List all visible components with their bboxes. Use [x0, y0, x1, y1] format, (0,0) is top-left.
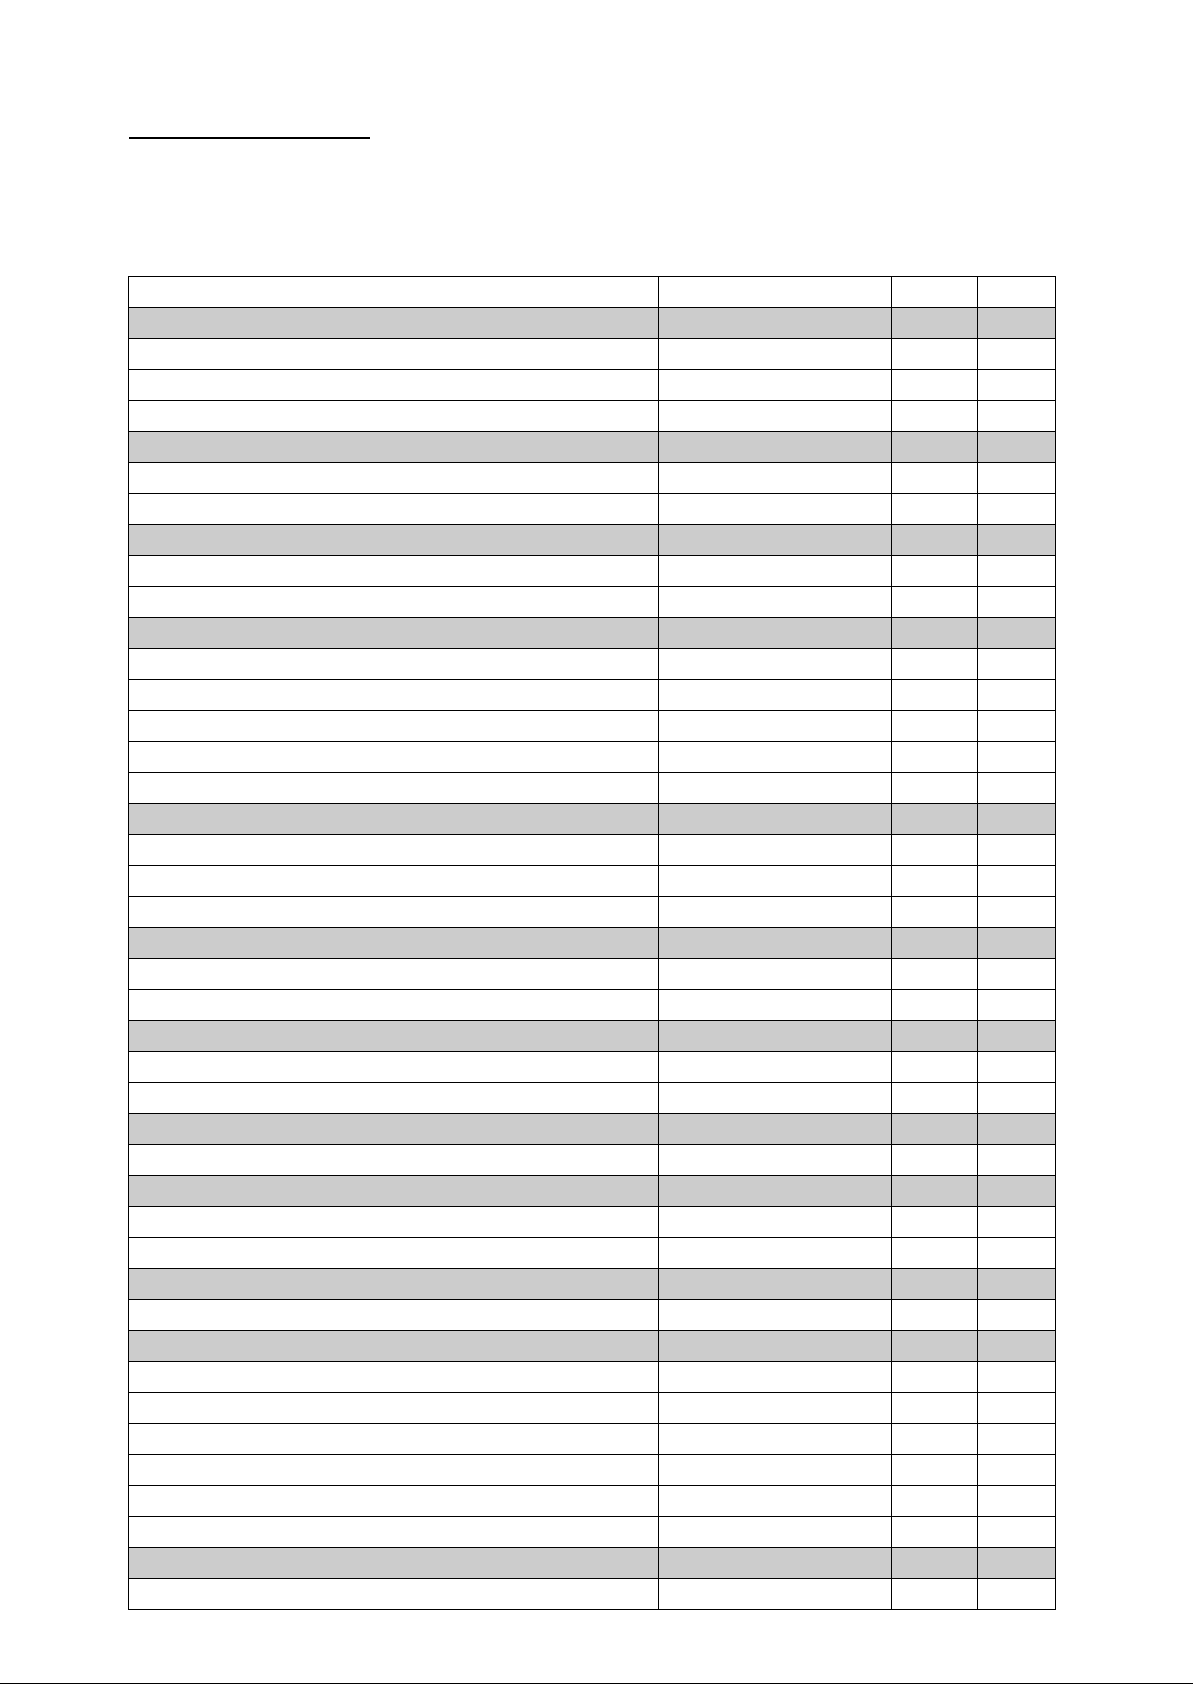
header-row — [129, 277, 1056, 308]
table-cell — [659, 897, 892, 928]
table-cell — [892, 1207, 978, 1238]
table-cell — [978, 1083, 1056, 1114]
table-cell — [659, 680, 892, 711]
table-cell — [659, 742, 892, 773]
table-cell — [892, 1300, 978, 1331]
table-cell — [129, 866, 659, 897]
table-cell — [129, 928, 659, 959]
table-row — [129, 1145, 1056, 1176]
table-cell — [892, 618, 978, 649]
table-cell — [892, 556, 978, 587]
table-cell — [129, 1362, 659, 1393]
table-cell — [978, 1393, 1056, 1424]
table-cell — [129, 1021, 659, 1052]
table-cell — [978, 494, 1056, 525]
table-cell — [978, 1021, 1056, 1052]
table-cell — [659, 1114, 892, 1145]
table-row — [129, 1207, 1056, 1238]
table-cell — [978, 959, 1056, 990]
table-cell — [978, 1486, 1056, 1517]
table-cell — [978, 1362, 1056, 1393]
table-row — [129, 463, 1056, 494]
table-cell — [978, 1517, 1056, 1548]
table-cell — [129, 494, 659, 525]
table-cell — [659, 1424, 892, 1455]
section-row — [129, 525, 1056, 556]
table-cell — [892, 1145, 978, 1176]
table-cell — [978, 680, 1056, 711]
table-cell — [659, 339, 892, 370]
table-row — [129, 339, 1056, 370]
table-cell — [129, 804, 659, 835]
table-cell — [129, 618, 659, 649]
table-cell — [659, 308, 892, 339]
table-cell — [129, 463, 659, 494]
section-row — [129, 1548, 1056, 1579]
table-cell — [129, 773, 659, 804]
table-cell — [129, 1455, 659, 1486]
table-cell — [978, 928, 1056, 959]
table-cell — [659, 1145, 892, 1176]
table-cell — [129, 1083, 659, 1114]
table-cell — [892, 1362, 978, 1393]
table-cell — [892, 1238, 978, 1269]
table-row — [129, 401, 1056, 432]
table-cell — [892, 866, 978, 897]
table-cell — [129, 680, 659, 711]
table-cell — [978, 1176, 1056, 1207]
table-cell — [129, 370, 659, 401]
table-cell — [659, 959, 892, 990]
table-cell — [978, 649, 1056, 680]
section-row — [129, 1114, 1056, 1145]
table-cell — [892, 1052, 978, 1083]
table-cell — [129, 959, 659, 990]
section-row — [129, 804, 1056, 835]
table-row — [129, 1362, 1056, 1393]
table-row — [129, 711, 1056, 742]
section-row — [129, 928, 1056, 959]
table-cell — [978, 990, 1056, 1021]
table-cell — [978, 401, 1056, 432]
table-cell — [892, 339, 978, 370]
table-cell — [129, 1269, 659, 1300]
table-row — [129, 1486, 1056, 1517]
table-cell — [129, 1486, 659, 1517]
table-row — [129, 587, 1056, 618]
table-cell — [129, 742, 659, 773]
table-cell — [129, 308, 659, 339]
table-cell — [978, 1238, 1056, 1269]
section-row — [129, 432, 1056, 463]
table-cell — [978, 866, 1056, 897]
table-cell — [978, 1548, 1056, 1579]
table-cell — [892, 959, 978, 990]
table-cell — [129, 1114, 659, 1145]
table-cell — [659, 1176, 892, 1207]
table-cell — [978, 463, 1056, 494]
table-cell — [129, 990, 659, 1021]
table-cell — [978, 897, 1056, 928]
table-row — [129, 494, 1056, 525]
page-heading-underline — [129, 137, 370, 139]
table-cell — [892, 1331, 978, 1362]
table-row — [129, 959, 1056, 990]
table-cell — [978, 432, 1056, 463]
table-cell — [978, 618, 1056, 649]
table-row — [129, 1579, 1056, 1610]
table-cell — [659, 1393, 892, 1424]
table-cell — [129, 1393, 659, 1424]
table-cell — [129, 1207, 659, 1238]
table-cell — [892, 308, 978, 339]
table-cell — [129, 1238, 659, 1269]
table-cell — [659, 1517, 892, 1548]
table-cell — [892, 649, 978, 680]
table-row — [129, 1455, 1056, 1486]
table-row — [129, 649, 1056, 680]
table-cell — [659, 773, 892, 804]
section-row — [129, 618, 1056, 649]
table-cell — [978, 1579, 1056, 1610]
table-cell — [892, 804, 978, 835]
table-cell — [129, 1548, 659, 1579]
table-cell — [659, 1455, 892, 1486]
table-cell — [129, 1517, 659, 1548]
table-cell — [129, 339, 659, 370]
table-cell — [659, 866, 892, 897]
table-cell — [978, 370, 1056, 401]
table-cell — [892, 773, 978, 804]
table-cell — [892, 1083, 978, 1114]
table-row — [129, 1517, 1056, 1548]
table-row — [129, 1083, 1056, 1114]
table-cell — [892, 835, 978, 866]
table-cell — [978, 1269, 1056, 1300]
table-cell — [659, 1269, 892, 1300]
table-cell — [659, 835, 892, 866]
table-cell — [129, 711, 659, 742]
table-row — [129, 742, 1056, 773]
table-cell — [892, 1548, 978, 1579]
table-cell — [129, 1052, 659, 1083]
table-cell — [892, 742, 978, 773]
table-cell — [129, 897, 659, 928]
table-cell — [659, 1579, 892, 1610]
table-cell — [659, 618, 892, 649]
table-cell — [129, 525, 659, 556]
table-cell — [892, 1486, 978, 1517]
table-cell — [892, 928, 978, 959]
table-cell — [892, 680, 978, 711]
table-cell — [129, 587, 659, 618]
table-cell — [659, 990, 892, 1021]
table-cell — [129, 277, 659, 308]
table-cell — [659, 804, 892, 835]
table-cell — [978, 1207, 1056, 1238]
table-cell — [892, 990, 978, 1021]
table-cell — [659, 928, 892, 959]
table-cell — [978, 804, 1056, 835]
table-cell — [659, 1331, 892, 1362]
table-row — [129, 1424, 1056, 1455]
table-cell — [978, 277, 1056, 308]
section-row — [129, 1176, 1056, 1207]
table-cell — [659, 1486, 892, 1517]
table-cell — [978, 1424, 1056, 1455]
table-cell — [129, 556, 659, 587]
table-cell — [892, 432, 978, 463]
table-cell — [892, 494, 978, 525]
table-cell — [129, 835, 659, 866]
table-cell — [129, 1145, 659, 1176]
table-cell — [978, 773, 1056, 804]
table-cell — [892, 1393, 978, 1424]
table-cell — [659, 432, 892, 463]
table-cell — [659, 1021, 892, 1052]
table-cell — [978, 308, 1056, 339]
table-row — [129, 1300, 1056, 1331]
form-table-body — [129, 277, 1056, 1610]
table-cell — [129, 1176, 659, 1207]
table-row — [129, 897, 1056, 928]
table-cell — [659, 401, 892, 432]
form-table — [128, 276, 1056, 1610]
table-cell — [892, 1424, 978, 1455]
table-cell — [129, 432, 659, 463]
table-cell — [659, 649, 892, 680]
table-cell — [659, 1207, 892, 1238]
table-cell — [978, 1331, 1056, 1362]
table-cell — [659, 1083, 892, 1114]
table-cell — [659, 1238, 892, 1269]
table-cell — [659, 1548, 892, 1579]
table-row — [129, 990, 1056, 1021]
table-row — [129, 370, 1056, 401]
section-row — [129, 308, 1056, 339]
table-cell — [892, 1579, 978, 1610]
table-cell — [892, 1269, 978, 1300]
table-cell — [659, 1052, 892, 1083]
table-row — [129, 1393, 1056, 1424]
table-cell — [892, 1021, 978, 1052]
table-row — [129, 1052, 1056, 1083]
page-bottom-rule — [0, 1683, 1193, 1684]
table-cell — [978, 1300, 1056, 1331]
table-row — [129, 773, 1056, 804]
table-cell — [978, 711, 1056, 742]
table-cell — [978, 587, 1056, 618]
table-cell — [978, 1455, 1056, 1486]
table-cell — [892, 711, 978, 742]
table-cell — [129, 1331, 659, 1362]
table-cell — [129, 1579, 659, 1610]
table-cell — [659, 1362, 892, 1393]
table-cell — [978, 1145, 1056, 1176]
section-row — [129, 1269, 1056, 1300]
table-cell — [978, 1052, 1056, 1083]
table-cell — [129, 1424, 659, 1455]
table-cell — [892, 401, 978, 432]
table-row — [129, 680, 1056, 711]
table-cell — [659, 525, 892, 556]
table-cell — [892, 525, 978, 556]
table-row — [129, 556, 1056, 587]
table-cell — [892, 463, 978, 494]
table-cell — [892, 1114, 978, 1145]
table-cell — [978, 556, 1056, 587]
table-cell — [129, 649, 659, 680]
table-cell — [659, 277, 892, 308]
section-row — [129, 1331, 1056, 1362]
table-cell — [659, 1300, 892, 1331]
table-cell — [659, 711, 892, 742]
table-row — [129, 835, 1056, 866]
table-cell — [659, 556, 892, 587]
table-cell — [659, 463, 892, 494]
table-cell — [129, 1300, 659, 1331]
section-row — [129, 1021, 1056, 1052]
table-cell — [892, 1455, 978, 1486]
table-cell — [978, 742, 1056, 773]
table-cell — [978, 835, 1056, 866]
table-cell — [892, 277, 978, 308]
table-cell — [978, 525, 1056, 556]
table-cell — [659, 370, 892, 401]
table-cell — [892, 897, 978, 928]
table-row — [129, 866, 1056, 897]
table-cell — [659, 494, 892, 525]
table-cell — [978, 1114, 1056, 1145]
table-cell — [659, 587, 892, 618]
table-cell — [892, 1517, 978, 1548]
table-cell — [892, 587, 978, 618]
table-cell — [978, 339, 1056, 370]
table-cell — [892, 1176, 978, 1207]
table-cell — [129, 401, 659, 432]
table-cell — [892, 370, 978, 401]
table-row — [129, 1238, 1056, 1269]
